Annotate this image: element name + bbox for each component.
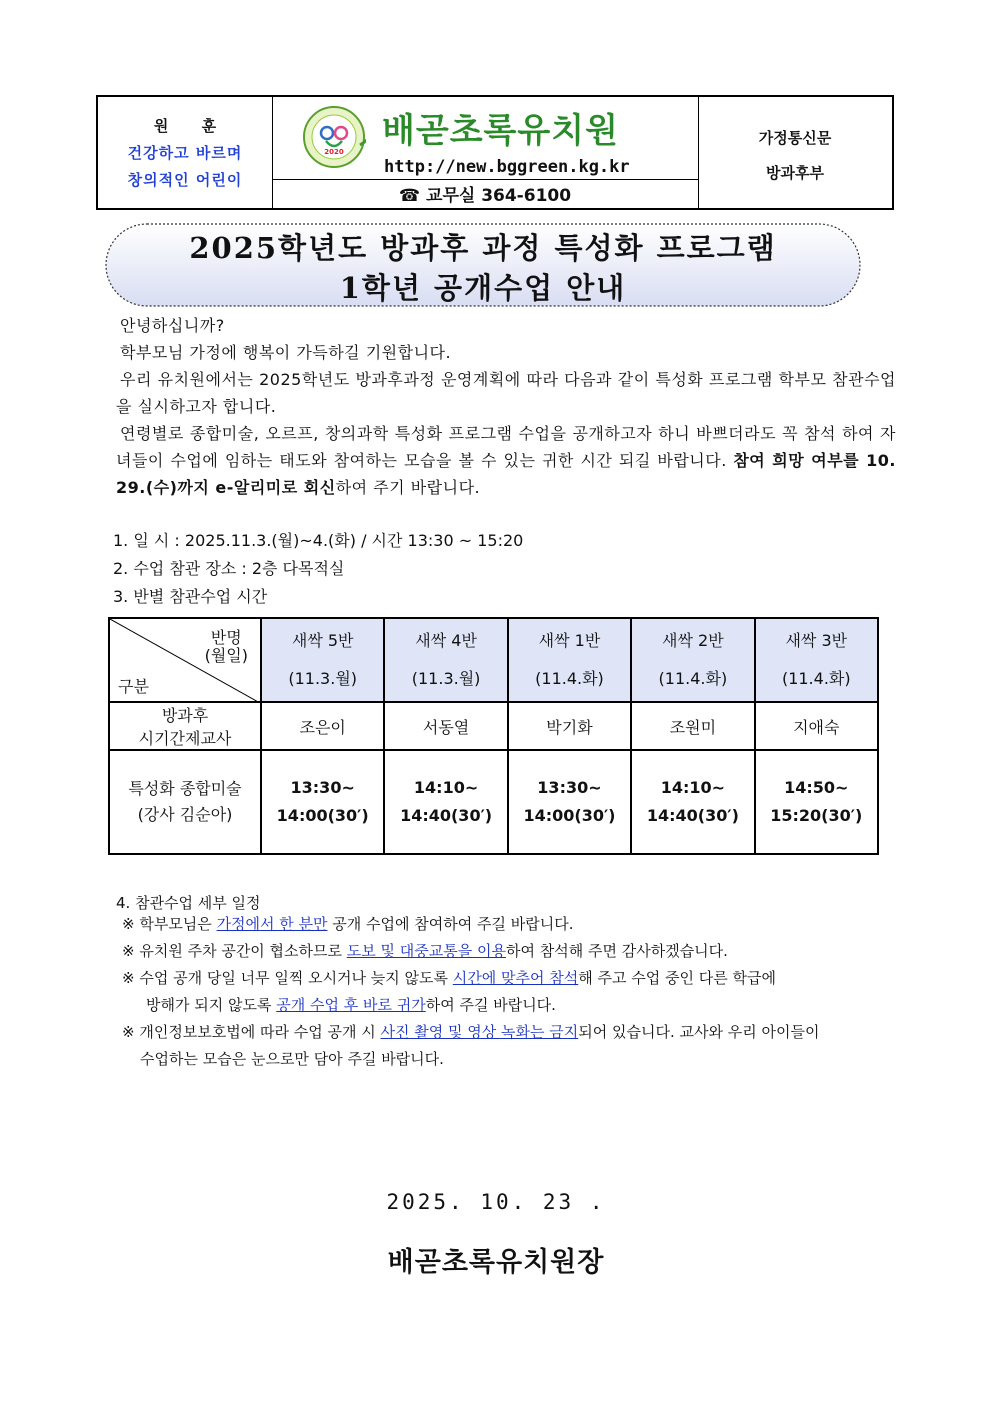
schedule-table [108,617,879,855]
row-label-teacher: 방과후 시기간제교사 [109,702,261,750]
motto-line-2: 창의적인 어린이 [127,171,243,189]
time-cell: 13:30~ 14:00(30′) [261,750,384,854]
note-3: ※ 수업 공개 당일 너무 일찍 오시거나 늦지 않도록 시간에 맞추어 참석해 주고 수업 중인 다른 학급에 [122,969,776,987]
table-header-row [109,618,878,702]
note-2: ※ 유치원 주차 공간이 협소하므로 도보 및 대중교통을 이용하여 참석해 주면 감사하겠습니다. [122,942,728,960]
kindergarten-name: 배곧초록유치원 [382,111,619,151]
title-banner [104,222,862,308]
greeting: 안녕하십니까? [120,316,225,335]
corner-cell [109,618,261,702]
title-line-1: 2025학년도 방과후 과정 특성화 프로그램 [189,231,777,265]
note-4-cont: 수업하는 모습은 눈으로만 담아 주길 바랍니다. [140,1050,444,1068]
office-phone: ☎ 교무실 364-6100 [398,186,572,206]
kindergarten-logo [302,105,366,169]
class-header: 새싹 1반 (11.4.화) [508,618,631,702]
doc-type: 가정통신문 [758,129,832,147]
letterhead [96,95,894,210]
item-place: 2. 수업 참관 장소 : 2층 다목적실 [113,559,345,578]
corner-top-1: 반명 [210,628,242,647]
table-row-teacher [109,702,878,750]
corner-bottom: 구분 [118,677,149,696]
item-schedule-heading: 3. 반별 참관수업 시간 [113,587,268,606]
class-header: 새싹 5반 (11.3.월) [261,618,384,702]
note-4: ※ 개인정보보호법에 따라 수업 공개 시 사진 촬영 및 영상 녹화는 금지되어 있습니다. 교사와 우리 아이들이 [122,1023,820,1041]
teacher-cell: 지애숙 [755,702,878,750]
class-header: 새싹 3반 (11.4.화) [755,618,878,702]
intro-body-2: 연령별로 종합미술, 오르프, 창의과학 특성화 프로그램 수업을 공개하고자 하니 바쁘더라도 꼭 참석 하여 자녀들이 수업에 임하는 태도와 참여하는 모습을 볼 수 있는 귀한 시간 되길 바랍니다. 참여 희망 여부를 10. 29.(수)까지 e-알리미로 회신하여 주기 바랍니다. [116,424,896,497]
issue-date: 2025. 10. 23 . [386,1190,606,1214]
time-cell: 13:30~ 14:00(30′) [508,750,631,854]
school-info-box [272,97,699,208]
item-date: 1. 일 시 : 2025.11.3.(월)~4.(화) / 시간 13:30 ~ 15:20 [113,531,524,550]
teacher-cell: 조원미 [631,702,754,750]
teacher-cell: 조은이 [261,702,384,750]
details-heading: 4. 참관수업 세부 일정 [116,894,261,912]
table-row-program [109,750,878,854]
website-url[interactable]: http://new.bggreen.kg.kr [384,157,630,177]
teacher-cell: 박기화 [508,702,631,750]
doc-type-box [698,97,892,208]
corner-top-2: (월일) [204,646,248,665]
reply-deadline: 참여 희망 여부를 10. 29.(수)까지 e-알리미로 회신 [116,451,896,497]
class-header: 새싹 2반 (11.4.화) [631,618,754,702]
time-cell: 14:10~ 14:40(30′) [384,750,507,854]
signature: 배곧초록유치원장 [387,1247,605,1278]
motto-box [98,97,273,208]
department: 방과후부 [766,164,824,182]
teacher-cell: 서동열 [384,702,507,750]
row-label-program: 특성화 종합미술 (강사 김순아) [109,750,261,854]
intro-body-1: 우리 유치원에서는 2025학년도 방과후과정 운영계획에 따라 다음과 같이 특성화 프로그램 학부모 참관수업을 실시하고자 합니다. [116,370,896,416]
svg-text:2020: 2020 [324,148,344,156]
wish: 학부모님 가정에 행복이 가득하길 기원합니다. [120,343,452,362]
motto-title: 원 훈 [153,117,231,135]
time-cell: 14:10~ 14:40(30′) [631,750,754,854]
note-3-cont: 방해가 되지 않도록 공개 수업 후 바로 귀가하여 주길 바랍니다. [146,996,556,1014]
motto-line-1: 건강하고 바르며 [127,144,243,162]
time-cell: 14:50~ 15:20(30′) [755,750,878,854]
note-1: ※ 학부모님은 가정에서 한 분만 공개 수업에 참여하여 주길 바랍니다. [122,915,574,933]
class-header: 새싹 4반 (11.3.월) [384,618,507,702]
title-line-2: 1학년 공개수업 안내 [339,271,627,305]
